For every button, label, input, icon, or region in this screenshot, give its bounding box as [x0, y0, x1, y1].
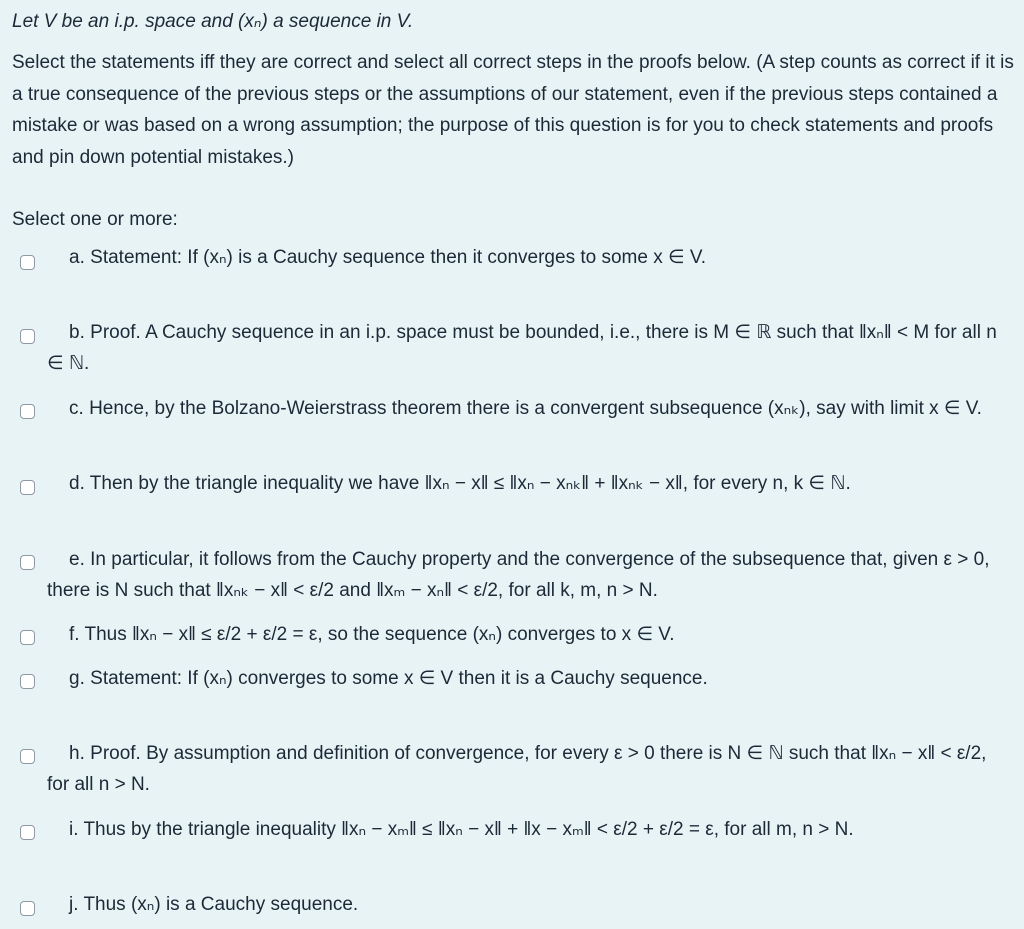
option-a-text: Statement: If (xₙ) is a Cauchy sequence then it converges to some x ∈ V.: [90, 247, 707, 268]
option-c-text: Hence, by the Bolzano-Weierstrass theorem there is a convergent subsequence (xₙₖ), say with limit x ∈ V.: [89, 398, 982, 419]
option-g-text: Statement: If (xₙ) converges to some x ∈ V then it is a Cauchy sequence.: [90, 668, 708, 689]
checkbox-c[interactable]: [20, 404, 35, 419]
option-a-label: a.: [69, 247, 85, 268]
option-b-label: b.: [69, 322, 85, 343]
checkbox-f[interactable]: [20, 630, 35, 645]
option-j-text: Thus (xₙ) is a Cauchy sequence.: [83, 894, 359, 915]
option-h-text: Proof. By assumption and definition of convergence, for every ε > 0 there is N ∈ ℕ such that ‖xₙ − x‖ < ε/2, for all n > N.: [47, 743, 987, 795]
checkbox-d[interactable]: [20, 480, 35, 495]
option-g-label: g.: [69, 668, 85, 689]
option-e-text: In particular, it follows from the Cauchy property and the convergence of the subsequence that, given ε > 0, there is N such that ‖xₙₖ − x‖ < ε/2 and ‖xₘ − xₙ‖ < ε/2, for all k, m, n > N.: [47, 549, 990, 601]
option-b-text: Proof. A Cauchy sequence in an i.p. space must be bounded, i.e., there is M ∈ ℝ such that ‖xₙ‖ < M for all n ∈ ℕ.: [47, 322, 997, 374]
checkbox-b[interactable]: [20, 329, 35, 344]
option-d-label: d.: [69, 473, 85, 494]
option-j-label: j.: [69, 894, 79, 915]
select-prompt: Select one or more:: [12, 209, 178, 230]
checkbox-a[interactable]: [20, 255, 35, 270]
option-e-label: e.: [69, 549, 85, 570]
question-instructions: Select the statements iff they are correct and select all correct steps in the proofs below. (A step counts as correct if it is a true consequence of the previous steps or the assumptions of our statement, even if the previous steps contained a mistake or was based on a wrong assumption; the purpose of this question is for you to check statements and proofs and pin down potential mistakes.): [12, 52, 1014, 168]
checkbox-h[interactable]: [20, 749, 35, 764]
option-h-label: h.: [69, 743, 85, 764]
question-intro: Let V be an i.p. space and (xₙ) a sequence in V.: [12, 11, 414, 32]
checkbox-g[interactable]: [20, 674, 35, 689]
checkbox-e[interactable]: [20, 555, 35, 570]
option-i-label: i.: [69, 819, 79, 840]
option-d-text: Then by the triangle inequality we have ‖xₙ − x‖ ≤ ‖xₙ − xₙₖ‖ + ‖xₙₖ − x‖, for every n, k ∈ ℕ.: [89, 473, 851, 494]
checkbox-j[interactable]: [20, 901, 35, 916]
checkbox-i[interactable]: [20, 825, 35, 840]
option-c-label: c.: [69, 398, 84, 419]
option-f-text: Thus ‖xₙ − x‖ ≤ ε/2 + ε/2 = ε, so the sequence (xₙ) converges to x ∈ V.: [84, 624, 675, 645]
option-f-label: f.: [69, 624, 80, 645]
option-i-text: Thus by the triangle inequality ‖xₙ − xₘ‖ ≤ ‖xₙ − x‖ + ‖x − xₘ‖ < ε/2 + ε/2 = ε, for all m, n > N.: [83, 819, 854, 840]
